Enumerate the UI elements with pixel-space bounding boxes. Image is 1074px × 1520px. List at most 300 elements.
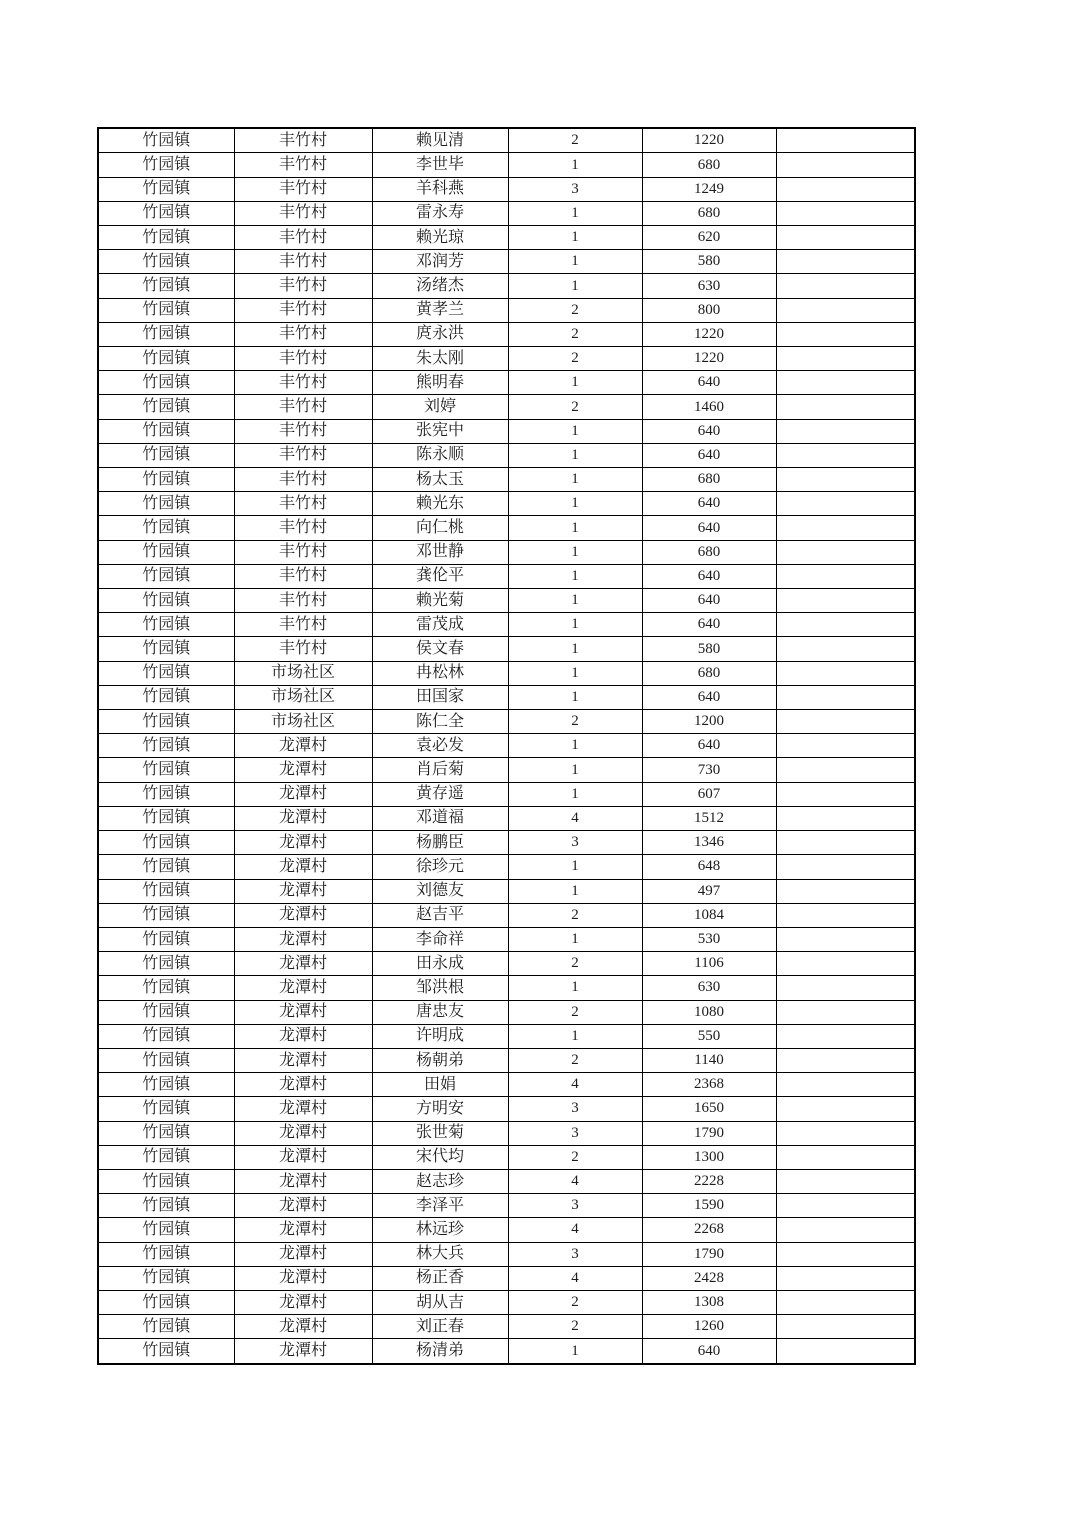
cell-town: 竹园镇 [98, 1073, 234, 1097]
cell-count: 1 [508, 371, 642, 395]
cell-amount: 1220 [642, 128, 776, 153]
cell-amount: 648 [642, 855, 776, 879]
cell-town: 竹园镇 [98, 782, 234, 806]
cell-town: 竹园镇 [98, 201, 234, 225]
cell-person_name: 邓润芳 [372, 250, 508, 274]
table-row [98, 1218, 915, 1242]
cell-person_name: 李泽平 [372, 1194, 508, 1218]
table-row [98, 589, 915, 613]
cell-village: 丰竹村 [234, 226, 372, 250]
cell-village: 龙潭村 [234, 1266, 372, 1290]
cell-village: 丰竹村 [234, 589, 372, 613]
cell-town: 竹园镇 [98, 492, 234, 516]
cell-village: 丰竹村 [234, 201, 372, 225]
cell-amount: 1084 [642, 903, 776, 927]
cell-person_name: 陈仁全 [372, 710, 508, 734]
table-row [98, 468, 915, 492]
cell-remark [776, 371, 915, 395]
table-row [98, 685, 915, 709]
cell-person_name: 侯文春 [372, 637, 508, 661]
cell-person_name: 杨太玉 [372, 468, 508, 492]
cell-amount: 1512 [642, 806, 776, 830]
cell-amount: 1200 [642, 710, 776, 734]
table-row [98, 153, 915, 177]
cell-remark [776, 347, 915, 371]
table-row [98, 322, 915, 346]
cell-count: 2 [508, 1000, 642, 1024]
cell-town: 竹园镇 [98, 952, 234, 976]
cell-remark [776, 492, 915, 516]
table-row [98, 1024, 915, 1048]
cell-person_name: 杨清弟 [372, 1339, 508, 1364]
cell-count: 2 [508, 952, 642, 976]
cell-remark [776, 1121, 915, 1145]
cell-count: 3 [508, 1194, 642, 1218]
table-row [98, 1145, 915, 1169]
table-row [98, 927, 915, 951]
cell-town: 竹园镇 [98, 564, 234, 588]
cell-remark [776, 1097, 915, 1121]
table-row [98, 274, 915, 298]
cell-count: 4 [508, 1218, 642, 1242]
cell-remark [776, 1218, 915, 1242]
cell-amount: 1249 [642, 177, 776, 201]
cell-amount: 640 [642, 419, 776, 443]
table-row [98, 903, 915, 927]
cell-remark [776, 831, 915, 855]
cell-count: 1 [508, 1339, 642, 1364]
cell-person_name: 许明成 [372, 1024, 508, 1048]
cell-remark [776, 1315, 915, 1339]
cell-remark [776, 879, 915, 903]
cell-town: 竹园镇 [98, 1218, 234, 1242]
cell-town: 竹园镇 [98, 298, 234, 322]
table-row [98, 177, 915, 201]
cell-village: 龙潭村 [234, 976, 372, 1000]
cell-person_name: 胡从吉 [372, 1290, 508, 1314]
table-row [98, 952, 915, 976]
cell-amount: 640 [642, 492, 776, 516]
cell-count: 1 [508, 468, 642, 492]
cell-count: 3 [508, 831, 642, 855]
cell-person_name: 赖光东 [372, 492, 508, 516]
table-row [98, 782, 915, 806]
cell-amount: 1790 [642, 1242, 776, 1266]
cell-village: 龙潭村 [234, 1339, 372, 1364]
cell-remark [776, 903, 915, 927]
cell-village: 龙潭村 [234, 806, 372, 830]
cell-remark [776, 758, 915, 782]
cell-village: 丰竹村 [234, 468, 372, 492]
cell-amount: 1106 [642, 952, 776, 976]
cell-remark [776, 589, 915, 613]
cell-village: 龙潭村 [234, 1048, 372, 1072]
table-row [98, 1242, 915, 1266]
table-row [98, 1121, 915, 1145]
cell-count: 1 [508, 419, 642, 443]
cell-remark [776, 1024, 915, 1048]
cell-town: 竹园镇 [98, 927, 234, 951]
cell-person_name: 赵志珍 [372, 1169, 508, 1193]
cell-count: 1 [508, 492, 642, 516]
cell-remark [776, 1266, 915, 1290]
cell-count: 2 [508, 1145, 642, 1169]
cell-amount: 620 [642, 226, 776, 250]
cell-remark [776, 1194, 915, 1218]
cell-count: 1 [508, 879, 642, 903]
cell-town: 竹园镇 [98, 903, 234, 927]
cell-village: 龙潭村 [234, 855, 372, 879]
cell-town: 竹园镇 [98, 1121, 234, 1145]
cell-town: 竹园镇 [98, 589, 234, 613]
cell-village: 丰竹村 [234, 177, 372, 201]
cell-count: 1 [508, 976, 642, 1000]
cell-person_name: 杨正香 [372, 1266, 508, 1290]
cell-village: 龙潭村 [234, 1024, 372, 1048]
table-row [98, 419, 915, 443]
table-row [98, 1339, 915, 1364]
table-row [98, 1097, 915, 1121]
table-row [98, 128, 915, 153]
cell-person_name: 雷茂成 [372, 613, 508, 637]
cell-count: 1 [508, 1024, 642, 1048]
cell-village: 丰竹村 [234, 347, 372, 371]
cell-person_name: 杨鹏臣 [372, 831, 508, 855]
cell-person_name: 赖见清 [372, 128, 508, 153]
cell-person_name: 邹洪根 [372, 976, 508, 1000]
cell-person_name: 唐忠友 [372, 1000, 508, 1024]
table-row [98, 250, 915, 274]
cell-amount: 2228 [642, 1169, 776, 1193]
cell-town: 竹园镇 [98, 1194, 234, 1218]
cell-town: 竹园镇 [98, 274, 234, 298]
cell-count: 2 [508, 1315, 642, 1339]
cell-town: 竹园镇 [98, 661, 234, 685]
cell-amount: 640 [642, 685, 776, 709]
table-row [98, 1048, 915, 1072]
cell-person_name: 羊科燕 [372, 177, 508, 201]
cell-remark [776, 177, 915, 201]
cell-remark [776, 855, 915, 879]
cell-count: 1 [508, 589, 642, 613]
cell-village: 丰竹村 [234, 492, 372, 516]
cell-person_name: 赵吉平 [372, 903, 508, 927]
cell-town: 竹园镇 [98, 153, 234, 177]
cell-person_name: 徐珍元 [372, 855, 508, 879]
cell-remark [776, 613, 915, 637]
cell-village: 龙潭村 [234, 1121, 372, 1145]
table-row [98, 613, 915, 637]
cell-village: 丰竹村 [234, 443, 372, 467]
cell-count: 2 [508, 322, 642, 346]
cell-village: 丰竹村 [234, 274, 372, 298]
cell-town: 竹园镇 [98, 1024, 234, 1048]
cell-village: 丰竹村 [234, 128, 372, 153]
cell-person_name: 张宪中 [372, 419, 508, 443]
cell-count: 1 [508, 226, 642, 250]
cell-count: 3 [508, 177, 642, 201]
cell-count: 1 [508, 274, 642, 298]
table-row [98, 637, 915, 661]
cell-amount: 530 [642, 927, 776, 951]
cell-remark [776, 1290, 915, 1314]
table-row [98, 734, 915, 758]
cell-amount: 1346 [642, 831, 776, 855]
cell-amount: 1790 [642, 1121, 776, 1145]
cell-person_name: 黄存遥 [372, 782, 508, 806]
cell-town: 竹园镇 [98, 855, 234, 879]
cell-town: 竹园镇 [98, 371, 234, 395]
data-table [97, 127, 916, 1365]
cell-town: 竹园镇 [98, 831, 234, 855]
cell-count: 4 [508, 1073, 642, 1097]
cell-person_name: 邓世静 [372, 540, 508, 564]
cell-amount: 607 [642, 782, 776, 806]
cell-count: 1 [508, 250, 642, 274]
table-row [98, 395, 915, 419]
cell-remark [776, 516, 915, 540]
cell-amount: 2428 [642, 1266, 776, 1290]
cell-amount: 680 [642, 540, 776, 564]
cell-person_name: 宋代均 [372, 1145, 508, 1169]
cell-count: 1 [508, 855, 642, 879]
cell-remark [776, 250, 915, 274]
cell-town: 竹园镇 [98, 1145, 234, 1169]
cell-person_name: 田娟 [372, 1073, 508, 1097]
cell-amount: 580 [642, 250, 776, 274]
cell-village: 市场社区 [234, 685, 372, 709]
cell-remark [776, 1000, 915, 1024]
cell-count: 2 [508, 903, 642, 927]
cell-amount: 730 [642, 758, 776, 782]
cell-person_name: 朱太刚 [372, 347, 508, 371]
cell-remark [776, 685, 915, 709]
cell-town: 竹园镇 [98, 443, 234, 467]
cell-town: 竹园镇 [98, 685, 234, 709]
cell-town: 竹园镇 [98, 516, 234, 540]
table-row [98, 226, 915, 250]
cell-count: 1 [508, 734, 642, 758]
cell-amount: 1080 [642, 1000, 776, 1024]
cell-village: 龙潭村 [234, 1169, 372, 1193]
table-row [98, 1194, 915, 1218]
cell-remark [776, 734, 915, 758]
cell-remark [776, 782, 915, 806]
cell-remark [776, 1339, 915, 1364]
cell-count: 1 [508, 540, 642, 564]
cell-person_name: 汤绪杰 [372, 274, 508, 298]
cell-amount: 1260 [642, 1315, 776, 1339]
cell-person_name: 黄孝兰 [372, 298, 508, 322]
cell-remark [776, 226, 915, 250]
cell-count: 2 [508, 1290, 642, 1314]
cell-amount: 1650 [642, 1097, 776, 1121]
cell-remark [776, 564, 915, 588]
cell-town: 竹园镇 [98, 347, 234, 371]
cell-amount: 630 [642, 976, 776, 1000]
cell-count: 2 [508, 1048, 642, 1072]
cell-village: 龙潭村 [234, 927, 372, 951]
cell-count: 1 [508, 927, 642, 951]
cell-amount: 680 [642, 153, 776, 177]
cell-amount: 640 [642, 1339, 776, 1364]
cell-person_name: 刘德友 [372, 879, 508, 903]
cell-village: 丰竹村 [234, 637, 372, 661]
table-row [98, 1266, 915, 1290]
cell-remark [776, 1242, 915, 1266]
cell-remark [776, 201, 915, 225]
cell-person_name: 庹永洪 [372, 322, 508, 346]
cell-village: 龙潭村 [234, 782, 372, 806]
table-row [98, 1169, 915, 1193]
cell-village: 丰竹村 [234, 540, 372, 564]
cell-amount: 1300 [642, 1145, 776, 1169]
cell-village: 龙潭村 [234, 1000, 372, 1024]
table-row [98, 855, 915, 879]
cell-village: 丰竹村 [234, 298, 372, 322]
cell-count: 2 [508, 395, 642, 419]
cell-village: 龙潭村 [234, 1194, 372, 1218]
table-row [98, 1000, 915, 1024]
table-row [98, 492, 915, 516]
cell-remark [776, 540, 915, 564]
cell-village: 龙潭村 [234, 1242, 372, 1266]
cell-amount: 630 [642, 274, 776, 298]
table-row [98, 661, 915, 685]
cell-count: 1 [508, 782, 642, 806]
cell-village: 龙潭村 [234, 734, 372, 758]
cell-town: 竹园镇 [98, 1315, 234, 1339]
table-row [98, 758, 915, 782]
table-row [98, 1290, 915, 1314]
table-row [98, 879, 915, 903]
table-row [98, 347, 915, 371]
cell-amount: 640 [642, 613, 776, 637]
cell-town: 竹园镇 [98, 734, 234, 758]
cell-person_name: 雷永寿 [372, 201, 508, 225]
cell-amount: 1140 [642, 1048, 776, 1072]
cell-person_name: 袁必发 [372, 734, 508, 758]
cell-person_name: 冉松林 [372, 661, 508, 685]
table-row [98, 564, 915, 588]
cell-village: 龙潭村 [234, 1145, 372, 1169]
cell-village: 龙潭村 [234, 1073, 372, 1097]
cell-count: 4 [508, 1169, 642, 1193]
cell-count: 2 [508, 298, 642, 322]
cell-amount: 1220 [642, 322, 776, 346]
cell-remark [776, 1169, 915, 1193]
cell-village: 丰竹村 [234, 419, 372, 443]
table-row [98, 516, 915, 540]
cell-person_name: 龚伦平 [372, 564, 508, 588]
cell-count: 3 [508, 1242, 642, 1266]
cell-town: 竹园镇 [98, 1290, 234, 1314]
cell-remark [776, 1073, 915, 1097]
cell-count: 2 [508, 128, 642, 153]
cell-person_name: 李世毕 [372, 153, 508, 177]
cell-village: 龙潭村 [234, 1218, 372, 1242]
cell-amount: 640 [642, 371, 776, 395]
cell-count: 3 [508, 1121, 642, 1145]
cell-amount: 497 [642, 879, 776, 903]
cell-remark [776, 1145, 915, 1169]
cell-village: 龙潭村 [234, 1290, 372, 1314]
cell-person_name: 李命祥 [372, 927, 508, 951]
cell-person_name: 肖后菊 [372, 758, 508, 782]
cell-person_name: 陈永顺 [372, 443, 508, 467]
cell-amount: 2368 [642, 1073, 776, 1097]
cell-town: 竹园镇 [98, 879, 234, 903]
cell-count: 3 [508, 1097, 642, 1121]
cell-town: 竹园镇 [98, 177, 234, 201]
cell-town: 竹园镇 [98, 226, 234, 250]
cell-town: 竹园镇 [98, 1339, 234, 1364]
cell-remark [776, 395, 915, 419]
cell-amount: 1460 [642, 395, 776, 419]
cell-town: 竹园镇 [98, 806, 234, 830]
table-row [98, 976, 915, 1000]
cell-village: 丰竹村 [234, 613, 372, 637]
cell-town: 竹园镇 [98, 976, 234, 1000]
cell-village: 丰竹村 [234, 250, 372, 274]
cell-amount: 1590 [642, 1194, 776, 1218]
cell-count: 1 [508, 613, 642, 637]
cell-count: 1 [508, 443, 642, 467]
cell-town: 竹园镇 [98, 1169, 234, 1193]
cell-remark [776, 661, 915, 685]
cell-count: 1 [508, 153, 642, 177]
cell-count: 1 [508, 685, 642, 709]
cell-town: 竹园镇 [98, 758, 234, 782]
cell-remark [776, 419, 915, 443]
cell-amount: 800 [642, 298, 776, 322]
cell-amount: 550 [642, 1024, 776, 1048]
cell-person_name: 张世菊 [372, 1121, 508, 1145]
table-row [98, 1315, 915, 1339]
cell-count: 1 [508, 516, 642, 540]
cell-town: 竹园镇 [98, 1000, 234, 1024]
cell-person_name: 杨朝弟 [372, 1048, 508, 1072]
cell-town: 竹园镇 [98, 710, 234, 734]
cell-amount: 640 [642, 564, 776, 588]
cell-town: 竹园镇 [98, 419, 234, 443]
table-row [98, 201, 915, 225]
cell-town: 竹园镇 [98, 1097, 234, 1121]
cell-amount: 640 [642, 589, 776, 613]
cell-remark [776, 153, 915, 177]
cell-remark [776, 298, 915, 322]
cell-count: 4 [508, 1266, 642, 1290]
cell-village: 丰竹村 [234, 564, 372, 588]
cell-remark [776, 806, 915, 830]
table-row [98, 831, 915, 855]
cell-village: 丰竹村 [234, 371, 372, 395]
cell-village: 龙潭村 [234, 758, 372, 782]
cell-person_name: 林大兵 [372, 1242, 508, 1266]
table-row [98, 443, 915, 467]
cell-remark [776, 637, 915, 661]
cell-count: 4 [508, 806, 642, 830]
cell-town: 竹园镇 [98, 637, 234, 661]
cell-person_name: 林远珍 [372, 1218, 508, 1242]
cell-count: 2 [508, 347, 642, 371]
cell-town: 竹园镇 [98, 322, 234, 346]
cell-town: 竹园镇 [98, 1242, 234, 1266]
cell-person_name: 刘婷 [372, 395, 508, 419]
cell-person_name: 邓道福 [372, 806, 508, 830]
cell-village: 龙潭村 [234, 1097, 372, 1121]
cell-amount: 680 [642, 468, 776, 492]
